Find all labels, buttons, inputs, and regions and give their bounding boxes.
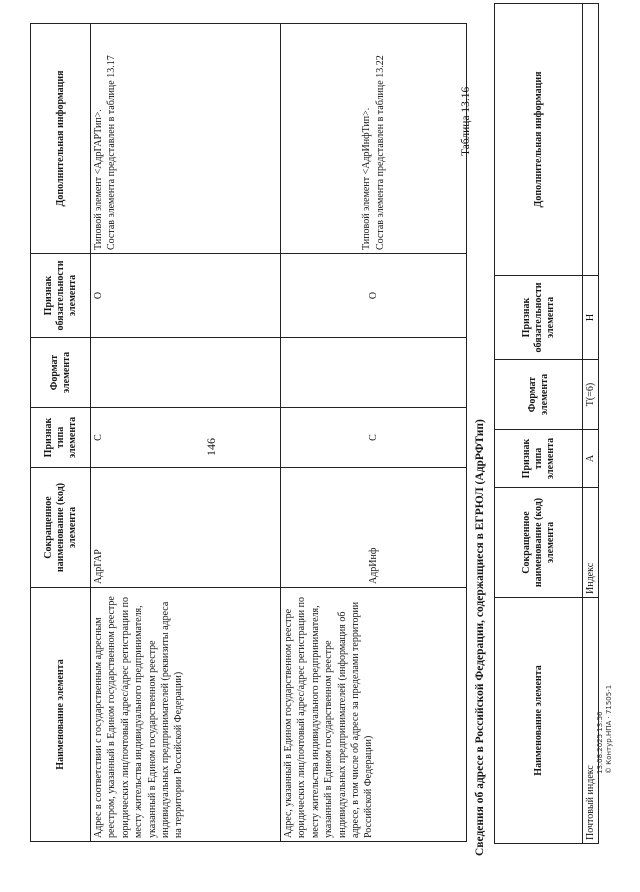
cell-required: Н — [583, 276, 599, 360]
cell-name: Почтовый индекс — [583, 598, 599, 844]
info-ref-line: Состав элемента представлен в таблице 13.22 — [374, 55, 386, 250]
cell-format — [91, 338, 281, 408]
header-short-name: Сокращенное наименование (код) элемента — [31, 468, 91, 588]
table1-header-row — [31, 24, 91, 842]
cell-name: Адрес, указанный в Едином государственном реестре юридических лиц/почтовый адрес/адрес регистрации по месту жительства индивидуального предпринимателя, указанный в Едином государственном реестре индивидуальных предпринимателей (информация об адресе, в том числе об адресе за пределами территории Российской Федерации) — [281, 588, 467, 842]
print-footer — [596, 685, 614, 774]
print-source: © Контур.НПА · 71505-1 — [605, 684, 613, 774]
cell-format: T(=6) — [583, 360, 599, 430]
table-row — [91, 24, 281, 842]
info-type-line: Типовой элемент <АдрГАРТип>. — [93, 109, 104, 250]
cell-short-name: Индекс — [583, 488, 599, 598]
info-type-line: Типовой элемент <АдрИнфТип>. — [361, 107, 373, 250]
table2-header-row — [495, 4, 583, 844]
cell-type: А — [583, 430, 599, 488]
header-name: Наименование элемента — [495, 598, 583, 844]
cell-type: С — [281, 408, 467, 468]
page-number: 146 — [204, 438, 218, 456]
cell-type: С — [91, 408, 281, 468]
info-ref-line: Состав элемента представлен в таблице 13.17 — [106, 55, 118, 250]
cell-info — [281, 24, 467, 254]
header-required: Признак обязательности элемента — [495, 276, 583, 360]
print-timestamp: 13.08.2025 13:56 — [596, 711, 604, 774]
header-info: Дополнительная информация — [495, 4, 583, 276]
header-format: Формат элемента — [495, 360, 583, 430]
cell-required: О — [281, 254, 467, 338]
header-type: Признак типа элемента — [31, 408, 91, 468]
cell-info — [583, 4, 599, 276]
header-type: Признак типа элемента — [495, 430, 583, 488]
header-format: Формат элемента — [31, 338, 91, 408]
cell-required: О — [91, 254, 281, 338]
cell-short-name: АдрГАР — [91, 468, 281, 588]
cell-short-name: АдрИнф — [281, 468, 467, 588]
cell-name: Адрес в соответствии с государственным адресным реестром, указанный в Едином государственном реестре юридических лиц/почтовый адрес/адрес регистрации по месту жительства индивидуального предпринимателя, указанный в Едином государственном реестре индивидуальных предпринимателей (реквизиты адреса на территории Российской Федерации) — [91, 588, 281, 842]
table-title: Сведения об адресе в Российской Федерации, содержащиеся в ЕГРЮЛ (АдрРФТип) — [474, 419, 486, 856]
header-name: Наименование элемента — [31, 588, 91, 842]
table-number: Таблица 13.16 — [460, 86, 472, 156]
header-info: Дополнительная информация — [31, 24, 91, 254]
header-required: Признак обязательности элемента — [31, 254, 91, 338]
cell-info — [91, 24, 281, 254]
elements-table-continued — [30, 23, 467, 842]
table-row — [281, 24, 467, 842]
cell-format — [281, 338, 467, 408]
header-short-name: Сокращенное наименование (код) элемента — [495, 488, 583, 598]
address-rf-table — [494, 3, 599, 844]
